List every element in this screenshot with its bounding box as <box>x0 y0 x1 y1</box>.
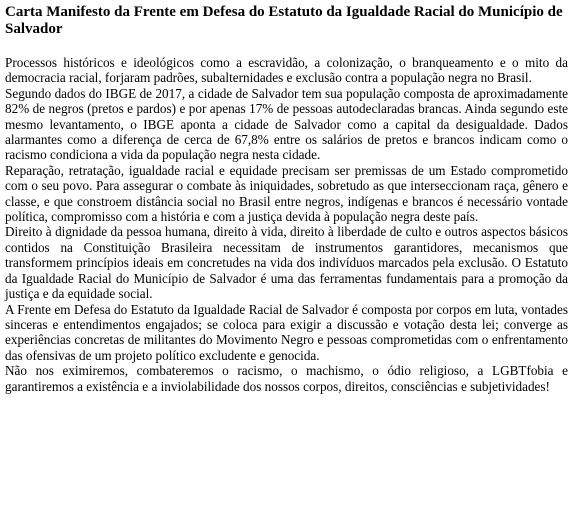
paragraph-rights: Direito à dignidade da pessoa humana, direito à vida, direito à liberdade de culto e outros aspectos básicos contidos na Constituição Brasileira necessitam de instrumentos garantidores, mecanismos que transformem princípios ideais em concretudes na vida dos indivíduos marcados pela exclusão. O Estatuto da Igualdade Racial do Município de Salvador é uma das ferramentas fundamentais para a promoção da justiça e da equidade social. <box>5 224 568 302</box>
paragraph-reparation: Reparação, retratação, igualdade racial e equidade precisam ser premissas de um Estado comprometido com o seu povo. Para assegurar o combate às iniquidades, sobretudo as que interseccionam raça, gênero e classe, e que constroem distância social no Brasil entre negros, indígenas e brancos é necessário vontade política, compromisso com a história e com a justiça devida à população negra deste país. <box>5 162 568 225</box>
paragraph-front-composition: A Frente em Defesa do Estatuto da Igualdade Racial de Salvador é composta por corpos em luta, vontades sinceras e entendimentos engajados; se coloca para exigir a discussão e votação desta lei; converge as experiências concretas de militantes do Movimento Negro e pessoas comprometidas com o enfrentamento das ofensivas de um projeto político excludente e genocida. <box>5 301 568 363</box>
paragraph-historical-context: Processos históricos e ideológicos como a escravidão, a colonização, o branqueamento e o mito da democracia racial, forjaram padrões, subalternidades e exclusão contra a população negra no Brasil. <box>5 55 568 86</box>
paragraph-closing: Não nos eximiremos, combateremos o racismo, o machismo, o ódio religioso, a LGBTfobia e garantiremos a existência e a inviolabilidade dos nossos corpos, direitos, consciências e subjetividades! <box>5 363 568 394</box>
paragraph-ibge-data: Segundo dados do IBGE de 2017, a cidade de Salvador tem sua população composta de aproximadamente 82% de negros (pretos e pardos) e por apenas 17% de pessoas autodeclaradas brancas. Ainda segundo este mesmo levantamento, o IBGE aponta a cidade de Salvador como a capital da desigualdade. Dados alarmantes como a diferença de cerca de 67,8% entre os salários de pretos e brancos indicam como o racismo condiciona a vida da população negra nesta cidade. <box>5 85 568 163</box>
document-title: Carta Manifesto da Frente em Defesa do Estatuto da Igualdade Racial do Município de Salvador <box>5 4 563 37</box>
blank-line <box>5 38 568 55</box>
